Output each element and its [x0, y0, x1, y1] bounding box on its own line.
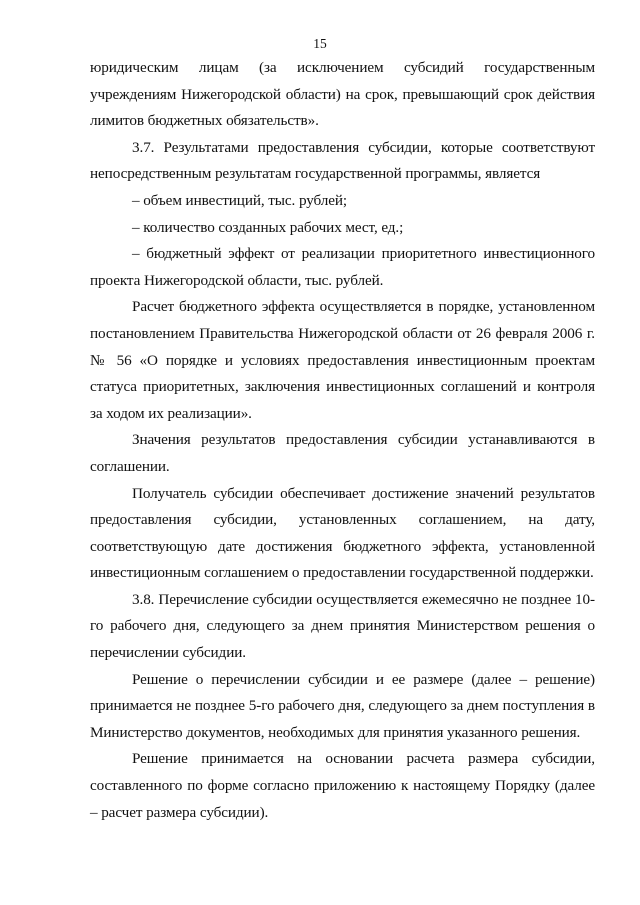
paragraph-section-3-8: 3.8. Перечисление субсидии осуществляется ежемесячно не позднее 10-го рабочего дня, следующего за днем принятия Министерством решения о перечислении субсидии.	[90, 590, 595, 662]
list-item-jobs-created: – количество созданных рабочих мест, ед.;	[132, 218, 404, 236]
page-number: 15	[313, 36, 327, 51]
document-body	[90, 55, 595, 826]
paragraph-transfer-decision: Решение о перечислении субсидии и ее размере (далее – решение) принимается не позднее 5-го рабочего дня, следующего за днем поступления в Министерство документов, необходимых для принятия указанного решения.	[90, 670, 595, 741]
paragraph-result-values: Значения результатов предоставления субсидии устанавливаются в соглашении.	[90, 431, 595, 475]
paragraph-continuation: юридическим лицам (за исключением субсидий государственным учреждениям Нижегородской области) на срок, превышающий срок действия лимитов бюджетных обязательств».	[90, 59, 595, 130]
list-item-budget-effect: – бюджетный эффект от реализации приоритетного инвестиционного проекта Нижегородской области, тыс. рублей.	[90, 245, 595, 289]
list-item-investment-volume: – объем инвестиций, тыс. рублей;	[132, 191, 348, 209]
paragraph-section-3-7: 3.7. Результатами предоставления субсидии, которые соответствуют непосредственным результатам государственной программы, является	[90, 138, 595, 183]
paragraph-decision-basis: Решение принимается на основании расчета размера субсидии, составленного по форме согласно приложению к настоящему Порядку (далее – расчет размера субсидии).	[90, 750, 595, 821]
paragraph-recipient-obligations: Получатель субсидии обеспечивает достижение значений результатов предоставления субсидии, установленных соглашением, на дату, соответствующую дате достижения бюджетного эффекта, установленной инвестиционным соглашением о предоставлении государственной поддержки.	[90, 484, 595, 582]
paragraph-budget-effect-calculation: Расчет бюджетного эффекта осуществляется в порядке, установленном постановлением Правительства Нижегородской области от 26 февраля 2006 г. № 56 «О порядке и условиях предоставления инвестиционным проектам статуса приоритетных, заключения инвестиционных соглашений и контроля за ходом их реализации».	[90, 298, 595, 422]
